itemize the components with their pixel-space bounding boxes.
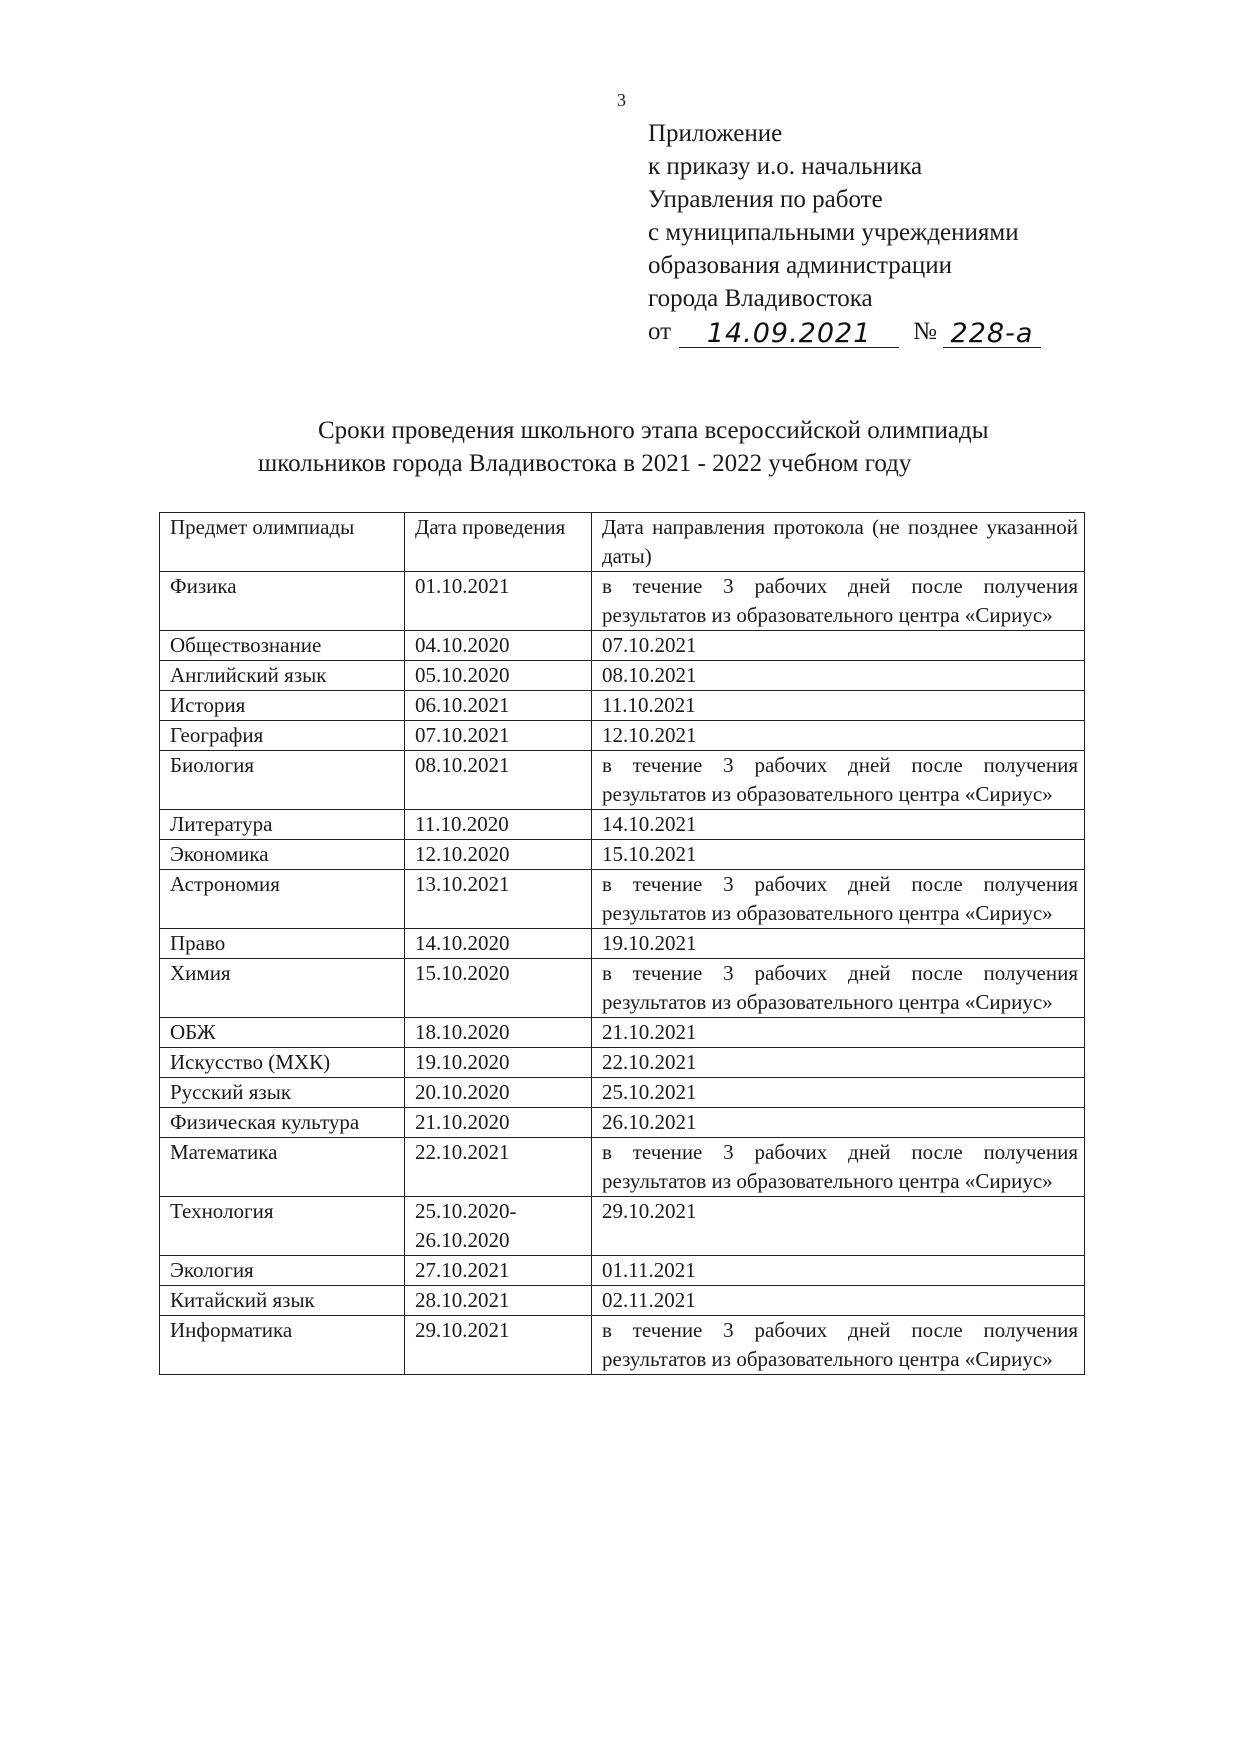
- cell-date: 12.10.2020: [405, 840, 592, 870]
- document-title: [230, 414, 1080, 480]
- cell-protocol-date: 19.10.2021: [592, 929, 1085, 959]
- table-row: [160, 1316, 1085, 1375]
- cell-subject: Математика: [160, 1138, 405, 1197]
- olympiad-schedule-table: [159, 512, 1085, 1375]
- cell-date: 11.10.2020: [405, 810, 592, 840]
- table-row: [160, 1108, 1085, 1138]
- table-row: [160, 1286, 1085, 1316]
- cell-protocol-date: 21.10.2021: [592, 1018, 1085, 1048]
- header-line: Управления по работе: [648, 186, 883, 213]
- table-row: [160, 1138, 1085, 1197]
- table-row: [160, 1197, 1085, 1256]
- cell-date: 15.10.2020: [405, 959, 592, 1018]
- cell-subject: Русский язык: [160, 1078, 405, 1108]
- title-line-2: школьников города Владивостока в 2021 - 2022 учебном году: [258, 450, 912, 477]
- table-row: [160, 1018, 1085, 1048]
- cell-protocol-date: 08.10.2021: [592, 661, 1085, 691]
- cell-protocol-date: 02.11.2021: [592, 1286, 1085, 1316]
- cell-subject: Английский язык: [160, 661, 405, 691]
- order-reference: [648, 315, 1041, 348]
- appendix-header: [648, 117, 1041, 348]
- from-label: от: [648, 318, 672, 345]
- cell-protocol-date: в течение 3 рабочих дней после получения результатов из образовательного центра «Сириус»: [592, 572, 1085, 631]
- cell-date: 25.10.2020-26.10.2020: [405, 1197, 592, 1256]
- table-row: [160, 840, 1085, 870]
- header-line: к приказу и.о. начальника: [648, 153, 923, 180]
- header-date: Дата проведения: [405, 513, 592, 572]
- table-row: [160, 1048, 1085, 1078]
- cell-subject: Химия: [160, 959, 405, 1018]
- header-subject: Предмет олимпиады: [160, 513, 405, 572]
- cell-subject: Литература: [160, 810, 405, 840]
- cell-date: 29.10.2021: [405, 1316, 592, 1375]
- cell-subject: География: [160, 721, 405, 751]
- cell-date: 08.10.2021: [405, 751, 592, 810]
- cell-subject: Физика: [160, 572, 405, 631]
- cell-protocol-date: 22.10.2021: [592, 1048, 1085, 1078]
- cell-protocol-date: 11.10.2021: [592, 691, 1085, 721]
- number-label: №: [913, 318, 937, 345]
- cell-date: 01.10.2021: [405, 572, 592, 631]
- table-body: [160, 572, 1085, 1375]
- cell-date: 18.10.2020: [405, 1018, 592, 1048]
- cell-date: 21.10.2020: [405, 1108, 592, 1138]
- table-row: [160, 959, 1085, 1018]
- cell-date: 20.10.2020: [405, 1078, 592, 1108]
- cell-protocol-date: в течение 3 рабочих дней после получения результатов из образовательного центра «Сириус»: [592, 1316, 1085, 1375]
- cell-protocol-date: 14.10.2021: [592, 810, 1085, 840]
- cell-subject: История: [160, 691, 405, 721]
- header-line: с муниципальными учреждениями: [648, 219, 1019, 246]
- table-row: [160, 572, 1085, 631]
- cell-date: 14.10.2020: [405, 929, 592, 959]
- page-number: 3: [617, 90, 626, 110]
- cell-protocol-date: 25.10.2021: [592, 1078, 1085, 1108]
- cell-date: 22.10.2021: [405, 1138, 592, 1197]
- cell-protocol-date: в течение 3 рабочих дней после получения результатов из образовательного центра «Сириус»: [592, 751, 1085, 810]
- cell-protocol-date: 07.10.2021: [592, 631, 1085, 661]
- cell-protocol-date: 26.10.2021: [592, 1108, 1085, 1138]
- table-row: [160, 1078, 1085, 1108]
- header-line: образования администрации: [648, 252, 952, 279]
- table-row: [160, 870, 1085, 929]
- cell-subject: Китайский язык: [160, 1286, 405, 1316]
- cell-subject: Обществознание: [160, 631, 405, 661]
- header-line: Приложение: [648, 120, 783, 147]
- cell-subject: Экономика: [160, 840, 405, 870]
- table-row: [160, 929, 1085, 959]
- cell-date: 27.10.2021: [405, 1256, 592, 1286]
- cell-subject: Астрономия: [160, 870, 405, 929]
- table-row: [160, 631, 1085, 661]
- cell-date: 06.10.2021: [405, 691, 592, 721]
- cell-protocol-date: 12.10.2021: [592, 721, 1085, 751]
- table-row: [160, 1256, 1085, 1286]
- header-protocol-date: Дата направления протокола (не позднее указанной даты): [592, 513, 1085, 572]
- table-row: [160, 691, 1085, 721]
- cell-subject: Технология: [160, 1197, 405, 1256]
- handwritten-date: 14.09.2021: [679, 321, 899, 348]
- cell-protocol-date: в течение 3 рабочих дней после получения результатов из образовательного центра «Сириус»: [592, 959, 1085, 1018]
- handwritten-order-number: 228-а: [943, 321, 1041, 348]
- cell-subject: Информатика: [160, 1316, 405, 1375]
- header-line: города Владивостока: [648, 285, 873, 312]
- cell-date: 04.10.2020: [405, 631, 592, 661]
- table-row: [160, 810, 1085, 840]
- cell-subject: ОБЖ: [160, 1018, 405, 1048]
- table-row: [160, 661, 1085, 691]
- cell-date: 07.10.2021: [405, 721, 592, 751]
- cell-subject: Экология: [160, 1256, 405, 1286]
- cell-date: 19.10.2020: [405, 1048, 592, 1078]
- table-row: [160, 721, 1085, 751]
- cell-date: 13.10.2021: [405, 870, 592, 929]
- cell-date: 28.10.2021: [405, 1286, 592, 1316]
- table-row: [160, 751, 1085, 810]
- title-line-1: Сроки проведения школьного этапа всероссийской олимпиады: [318, 417, 989, 444]
- cell-subject: Биология: [160, 751, 405, 810]
- cell-protocol-date: в течение 3 рабочих дней после получения результатов из образовательного центра «Сириус»: [592, 870, 1085, 929]
- cell-protocol-date: в течение 3 рабочих дней после получения результатов из образовательного центра «Сириус»: [592, 1138, 1085, 1197]
- cell-protocol-date: 15.10.2021: [592, 840, 1085, 870]
- cell-subject: Право: [160, 929, 405, 959]
- table-header-row: [160, 513, 1085, 572]
- cell-protocol-date: 29.10.2021: [592, 1197, 1085, 1256]
- cell-protocol-date: 01.11.2021: [592, 1256, 1085, 1286]
- cell-subject: Физическая культура: [160, 1108, 405, 1138]
- cell-subject: Искусство (МХК): [160, 1048, 405, 1078]
- cell-date: 05.10.2020: [405, 661, 592, 691]
